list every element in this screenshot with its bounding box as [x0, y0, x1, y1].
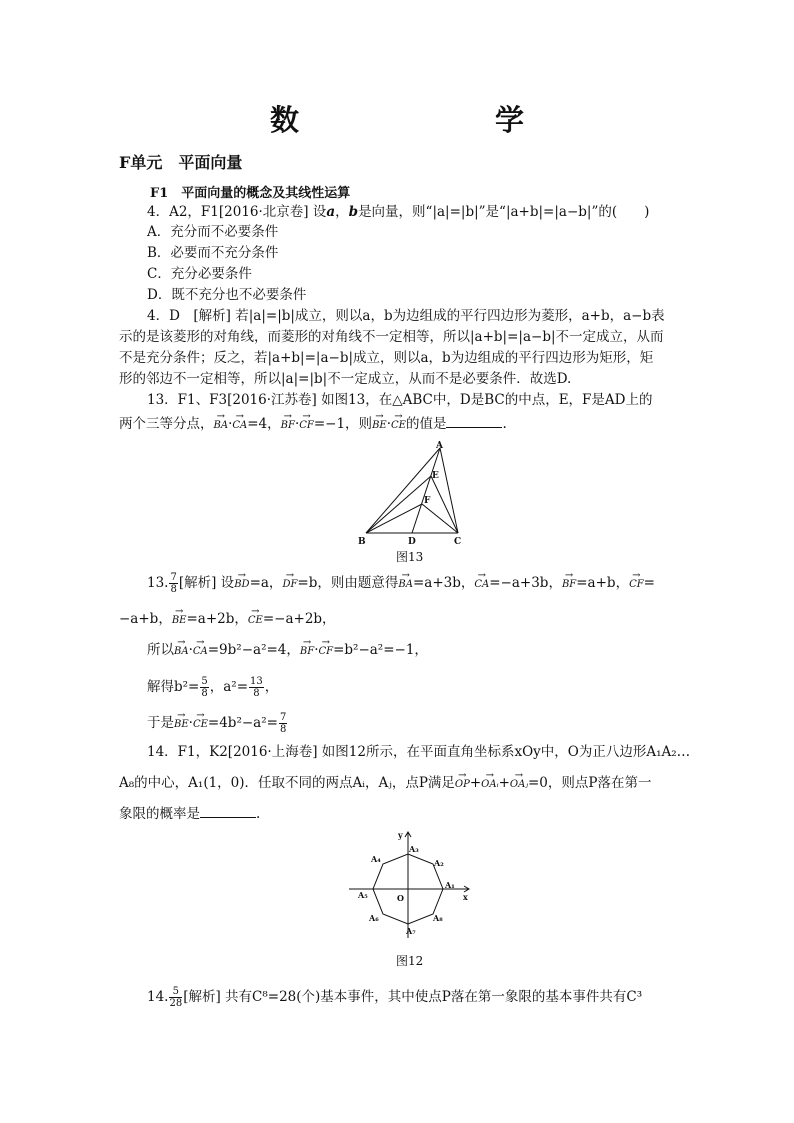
vector-label: → CF [299, 421, 314, 431]
q14-stem-line1: 14．F1，K2[2016·上海卷] 如图12所示，在平面直角坐标系xOy中，O为正八边形A₁A₂… [147, 744, 691, 760]
figure-caption: 图12 [396, 954, 424, 968]
label-o: O [397, 893, 404, 903]
median-ad [412, 448, 440, 533]
vector-label: → CE [391, 421, 406, 431]
q13-answer-line4: 解得b²= $\frac{5}{8}$ ，a²= $\frac{13}{8}$ ， [147, 676, 279, 699]
vector-label: → BE [372, 421, 387, 431]
answer-blank [200, 805, 256, 818]
q13-stem-line2: 两个三等分点，→ BA·→ CA=4，→ BF·→ CF=−1，则→ BE·→ CE的值是 . [119, 414, 679, 434]
section-heading: F1 平面向量的概念及其线性运算 [150, 186, 351, 201]
q4-answer-line: 4．D [解析] 若|a|=|b|成立，则以a，b为边组成的平行四边形为菱形，a+b，a−b表 [147, 308, 665, 324]
label-a3: A₃ [409, 844, 419, 854]
segment-ce [431, 476, 458, 533]
fraction: $\frac{7}{8}$ [170, 572, 177, 595]
label-d: D [408, 537, 416, 547]
figure-caption: 图13 [396, 550, 424, 564]
q14-answer-line: 14. $\frac{5}{28}$ [解析] 共有C⁸=28(个)基本事件，其中使点P落在第一象限的基本事件共有C³ [147, 986, 643, 1009]
label-a7: A₇ [406, 926, 416, 936]
q4-option-c: C．充分必要条件 [147, 266, 252, 282]
q4-answer-line: 示的是该菱形的对角线，而菱形的对角线不一定相等，所以|a+b|=|a−b|不一定成立，从而 [119, 329, 664, 345]
edge-ab [366, 448, 440, 533]
vector-label: → BF [281, 421, 295, 431]
q13-stem-line1: 13．F1、F3[2016·江苏卷] 如图13，在△ABC中，D是BC的中点，E，F是AD上的 [147, 392, 653, 408]
q4-option-a: A．充分而不必要条件 [147, 224, 279, 240]
q4-answer-line: 不是充分条件；反之，若|a+b|=|a−b|成立，则以a，b为边组成的平行四边形为矩形，矩 [119, 350, 654, 366]
label-y: y [398, 830, 403, 840]
label-a8: A₈ [433, 913, 443, 923]
q14-stem-line3: 象限的概率是 . [119, 806, 261, 822]
q4-option-d: D．既不充分也不必要条件 [147, 287, 307, 303]
triangle-figure [350, 440, 480, 548]
label-f: F [424, 496, 431, 506]
unit-heading: F单元 平面向量 [119, 153, 243, 172]
q4-option-b: B．必要而不充分条件 [147, 245, 279, 261]
vector-label: → CA [232, 421, 247, 431]
q4-answer-line: 形的邻边不一定相等，所以|a|=|b|不一定成立，从而不是必要条件．故选D. [119, 371, 572, 387]
q13-answer-line3: 所以→ BA·→ CA=9b²−a²=4，→ BF·→ CF=b²−a²=−1， [147, 640, 707, 660]
label-x: x [463, 892, 468, 902]
label-e: E [432, 471, 439, 481]
q13-answer-line5: 于是→ BE·→ CE=4b²−a²= $\frac{7}{8}$ [147, 712, 707, 735]
octagon-figure [345, 826, 477, 944]
answer-blank [446, 415, 502, 428]
label-a4: A₄ [371, 854, 381, 864]
label-c: C [454, 537, 462, 547]
label-a1: A₁ [445, 880, 455, 890]
q4-stem: 4．A2，F1[2016·北京卷] 设a，b是向量，则“|a|=|b|”是“|a+b|=|a−b|”的( ) [147, 204, 650, 220]
q13-answer-line2: −a+b，→ BE=a+2b，→ CE=−a+2b， [119, 609, 679, 629]
q13-answer-line1: 13. $\frac{7}{8}$ [解析] 设→ BD=a，→ DF=b，则由题意得→ BA=a+3b，→ CA=−a+3b，→ BF=a+b，→ CF= [147, 572, 707, 595]
label-a5: A₅ [358, 890, 368, 900]
label-a: A [436, 441, 443, 451]
page-title: 数 学 [269, 103, 570, 137]
q14-stem-line2: A₈的中心，A₁(1，0)．任取不同的两点Aᵢ，Aⱼ，点P满足→ OP+→ OAᵢ+→ OAⱼ=0，则点P落在第一 [119, 773, 679, 793]
label-b: B [358, 537, 366, 547]
vector-label: → BA [214, 421, 229, 431]
label-a2: A₂ [434, 858, 444, 868]
label-a6: A₆ [369, 913, 379, 923]
